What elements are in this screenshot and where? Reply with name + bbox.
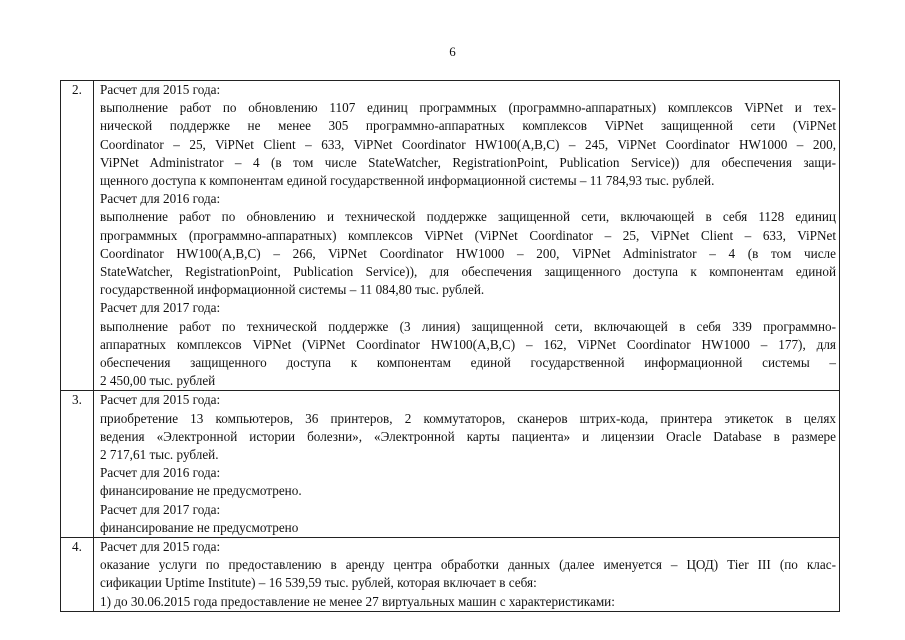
row-number: 2. bbox=[61, 81, 94, 391]
text-line: аппаратных комплексов ViPNet (ViPNet Coordinator HW100(A,B,C) – 162, ViPNet Coordinator HW1000 – 177), для bbox=[100, 336, 836, 352]
text-line: нической поддержке не менее 305 программно-аппаратных комплексов ViPNet защищенной сети (ViPNet bbox=[100, 118, 836, 134]
text-line: StateWatcher, RegistrationPoint, Publication Service)), для обеспечения защищенного доступа к компонентам единой bbox=[100, 264, 836, 280]
text-line: 2 450,00 тыс. рублей bbox=[100, 373, 216, 389]
text-line: ведения «Электронной истории болезни», «Электронной карты пациента» и лицензии Oracle Database в размере bbox=[100, 428, 836, 444]
text-line: 1) до 30.06.2015 года предоставление не менее 27 виртуальных машин с характеристиками: bbox=[100, 593, 615, 609]
page-number: 6 bbox=[449, 44, 456, 59]
row-content bbox=[94, 391, 840, 538]
year-heading: Расчет для 2017 года: bbox=[100, 300, 221, 316]
row-number: 3. bbox=[61, 391, 94, 538]
text-line: обеспечения защищенного доступа к компонентам единой государственной информационной системы – bbox=[100, 355, 836, 371]
year-heading: Расчет для 2015 года: bbox=[100, 392, 221, 408]
row-content bbox=[94, 81, 840, 391]
table-row bbox=[61, 391, 840, 538]
text-line: программных (программно-аппаратных) комплексов ViPNet (ViPNet Coordinator – 25, ViPNet Client – 633, ViPNet bbox=[100, 227, 836, 243]
text-line: щенного доступа к компонентам единой государственной информационной системы – 11 784,93 тыс. рублей. bbox=[100, 173, 715, 189]
row-content bbox=[94, 538, 840, 612]
text-line: приобретение 13 компьютеров, 36 принтеров, 2 коммутаторов, сканеров штрих-кода, принтера этикеток в целях bbox=[100, 410, 836, 426]
year-heading: Расчет для 2015 года: bbox=[100, 539, 221, 555]
text-line: Coordinator – 25, ViPNet Client – 633, ViPNet Coordinator HW100(A,B,C) – 245, ViPNet Coordinator HW1000 – 200, bbox=[100, 136, 836, 152]
text-line: сификации Uptime Institute) – 16 539,59 тыс. рублей, которая включает в себя: bbox=[100, 575, 537, 591]
text-line: 2 717,61 тыс. рублей. bbox=[100, 447, 219, 463]
row-number: 4. bbox=[61, 538, 94, 612]
document-table bbox=[60, 80, 840, 612]
year-heading: Расчет для 2016 года: bbox=[100, 191, 221, 207]
table-row bbox=[61, 538, 840, 612]
text-line: ViPNet Administrator – 4 (в том числе StateWatcher, RegistrationPoint, Publication Service)) для обеспечения защи- bbox=[100, 154, 836, 170]
table-row bbox=[61, 81, 840, 391]
year-heading: Расчет для 2015 года: bbox=[100, 82, 221, 97]
text-line: выполнение работ по технической поддержке (3 линия) защищенной сети, включающей в себя 339 программно- bbox=[100, 318, 836, 334]
year-heading: Расчет для 2017 года: bbox=[100, 501, 221, 517]
text-line: государственной информационной системы – 11 084,80 тыс. рублей. bbox=[100, 282, 485, 298]
text-line: финансирование не предусмотрено. bbox=[100, 483, 302, 499]
text-line: выполнение работ по обновлению 1107 единиц программных (программно-аппаратных) комплексов ViPNet и тех- bbox=[100, 100, 836, 116]
text-line: оказание услуги по предоставлению в аренду центра обработки данных (далее именуется – ЦОД) Tier III (по клас- bbox=[100, 557, 836, 573]
year-heading: Расчет для 2016 года: bbox=[100, 465, 221, 481]
text-line: выполнение работ по обновлению и технической поддержке защищенной сети, включающей в себя 1128 единиц bbox=[100, 209, 836, 225]
text-line: Coordinator HW100(A,B,C) – 266, ViPNet Coordinator HW1000 – 200, ViPNet Administrator – 4 (в том числе bbox=[100, 245, 836, 261]
text-line: финансирование не предусмотрено bbox=[100, 519, 299, 535]
